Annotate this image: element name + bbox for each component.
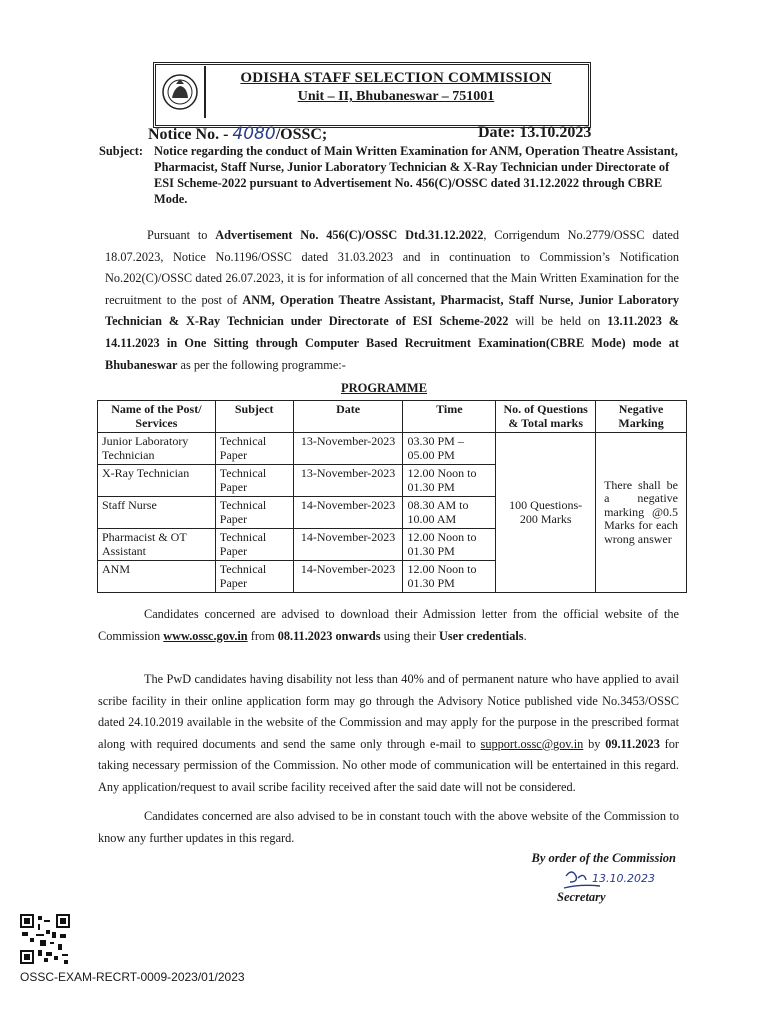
website-link[interactable]: www.ossc.gov.in [163,628,248,643]
cell-time: 12.00 Noon to 01.30 PM [403,529,496,561]
email-link[interactable]: support.ossc@gov.in [480,736,584,751]
signature-date: 13.10.2023 [592,872,655,885]
reference-code: OSSC-EXAM-RECRT-0009-2023/01/2023 [20,970,245,984]
cell-negative: There shall be a negative marking @0.5 Marks for each wrong answer [596,433,687,593]
cell-subject: Technical Paper [215,529,293,561]
subject-text: Notice regarding the conduct of Main Written Examination for ANM, Operation Theatre Assistant, Pharmacist, Staff Nurse, Junior Laboratory Technician & X-Ray Technician under Directorate of ESI Scheme-2022 pursuant to Advertisement No. 456(C)/OSSC dated 31.12.2022 through CBRE Mode. [154,144,678,206]
table-header-row [98,401,687,433]
cell-date: 13-November-2023 [293,465,403,497]
commission-unit: Unit – II, Bhubaneswar – 751001 [297,89,495,104]
header-post: Name of the Post/ Services [98,401,216,433]
cell-time: 03.30 PM – 05.00 PM [403,433,496,465]
subject-label: Subject: [99,144,144,158]
subject [99,143,679,207]
cell-subject: Technical Paper [215,561,293,593]
cell-post: ANM [98,561,216,593]
cell-subject: Technical Paper [215,433,293,465]
cell-time: 12.00 Noon to 01.30 PM [403,561,496,593]
programme-table [97,400,687,593]
notice-date: Date: 13.10.2023 [478,124,592,141]
header-questions: No. of Questions & Total marks [496,401,596,433]
cell-date: 14-November-2023 [293,561,403,593]
cell-post: X-Ray Technician [98,465,216,497]
cell-time: 08.30 AM to 10.00 AM [403,497,496,529]
header-time: Time [403,401,496,433]
paragraph-pwd: The PwD candidates having disability not less than 40% and of permanent nature who have applied to avail scribe facility in their online application form may go through the Advisory Notice published vide No.3453/OSSC dated 24.10.2019 available in the website of the Commission and may apply for the purpose in the prescribed format along with required documents and send the same only through e-mail to support.ossc@gov.in by 09.11.2023 for taking necessary permission of the Commission. No other mode of communication will be entertained in this regard. Any application/request to avail scribe facility received after the said date will not be considered. [98,672,679,794]
cell-subject: Technical Paper [215,497,293,529]
notice-number: Notice No. - 4080/OSSC; [148,124,328,144]
notice-number-handwritten: 4080 [232,124,276,144]
paragraph-admission: Candidates concerned are advised to download their Admission letter from the official website of the Commission www.ossc.gov.in from 08.11.2023 onwards using their User credentials. [98,607,679,643]
cell-post: Junior Laboratory Technician [98,433,216,465]
odisha-emblem-icon [156,66,206,118]
cell-date: 14-November-2023 [293,497,403,529]
by-order-text: By order of the Commission [531,851,676,865]
cell-post: Staff Nurse [98,497,216,529]
qr-code-icon [20,914,70,964]
header-date: Date [293,401,403,433]
header-subject: Subject [215,401,293,433]
secretary-label: Secretary [557,890,606,904]
cell-subject: Technical Paper [215,465,293,497]
table-row [98,433,687,465]
paragraph-updates: Candidates concerned are also advised to be in constant touch with the above website of the Commission to know any further updates in this regard. [98,809,679,845]
cell-post: Pharmacist & OT Assistant [98,529,216,561]
programme-title: PROGRAMME [340,381,428,395]
cell-time: 12.00 Noon to 01.30 PM [403,465,496,497]
header-negative: Negative Marking [596,401,687,433]
cell-date: 13-November-2023 [293,433,403,465]
paragraph-intro: Pursuant to Advertisement No. 456(C)/OSSC Dtd.31.12.2022, Corrigendum No.2779/OSSC dated 18.07.2023, Notice No.1196/OSSC dated 31.03.2023 and in continuation to Commission’s Notification No.202(C)/OSSC dated 26.07.2023, it is for information of all concerned that the Main Written Examination for the recruitment to the post of ANM, Operation Theatre Assistant, Pharmacist, Staff Nurse, Junior Laboratory Technician & X-Ray Technician under Directorate of ESI Scheme-2022 will be held on 13.11.2023 & 14.11.2023 in One Sitting through Computer Based Recruitment Examination(CBRE Mode) mode at Bhubaneswar as per the following programme:- [105,228,679,372]
cell-date: 14-November-2023 [293,529,403,561]
commission-title: ODISHA STAFF SELECTION COMMISSION [240,70,552,86]
cell-questions: 100 Questions- 200 Marks [496,433,596,593]
